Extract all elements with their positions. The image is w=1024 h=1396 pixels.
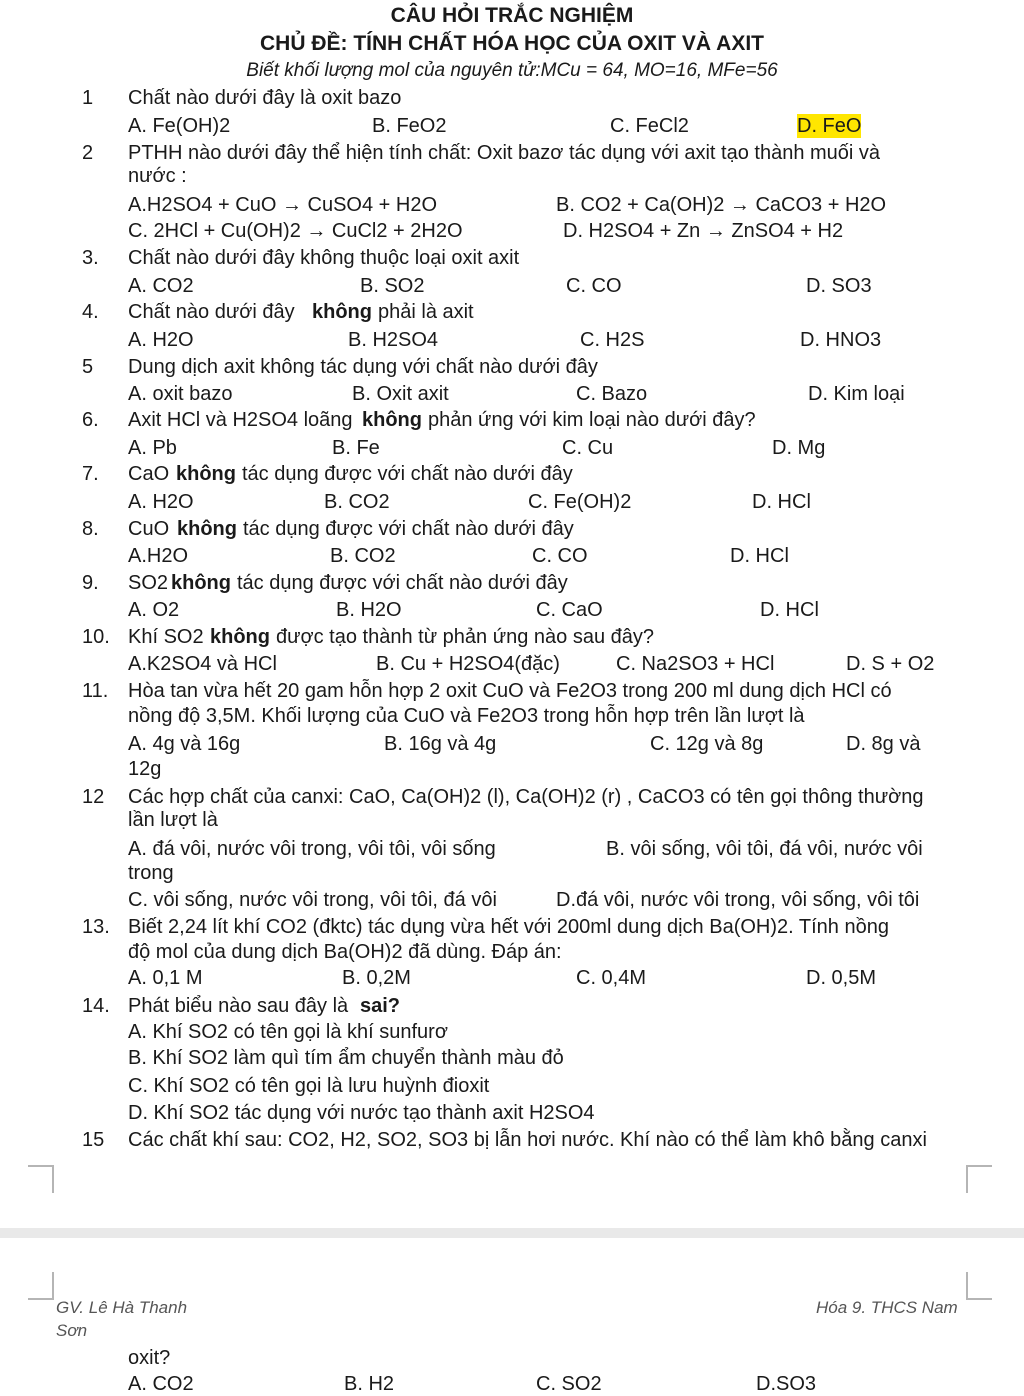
question-text: oxit?: [128, 1347, 171, 1369]
question-text: D. Khí SO2 tác dụng với nước tạo thành axit H2SO4: [128, 1102, 595, 1124]
question-text: CuO: [128, 518, 170, 540]
question-text: Các hợp chất của canxi: CaO, Ca(OH)2 (l), Ca(OH)2 (r) , CaCO3 có tên gọi thông thường: [128, 786, 924, 808]
question-text: A. Khí SO2 có tên gọi là khí sunfurơ: [128, 1021, 448, 1043]
question-number: 15: [82, 1129, 105, 1151]
question-text: B. H2O: [336, 599, 402, 621]
question-text: D. Kim loại: [808, 383, 905, 405]
question-text: B. 16g và 4g: [384, 733, 497, 755]
question-text: không: [312, 301, 372, 323]
question-text: Phát biểu nào sau đây là: [128, 995, 349, 1017]
question-text: Biết 2,24 lít khí CO2 (đktc) tác dụng vừa hết với 200ml dung dịch Ba(OH)2. Tính nồng: [128, 916, 889, 938]
molar-mass-note: Biết khối lượng mol của nguyên tử:MCu = 64, MO=16, MFe=56: [246, 60, 778, 81]
question-text: nước :: [128, 165, 187, 187]
question-text: SO2: [128, 572, 169, 594]
question-number: 8.: [82, 518, 99, 540]
question-text: lần lượt là: [128, 809, 218, 831]
question-text: A. 4g và 16g: [128, 733, 241, 755]
question-text: A. H2O: [128, 329, 194, 351]
question-text: B. H2SO4: [348, 329, 439, 351]
question-text: Hòa tan vừa hết 20 gam hỗn hợp 2 oxit CuO và Fe2O3 trong 200 ml dung dịch HCl có: [128, 680, 892, 702]
question-text: A.H2SO4 + CuO → CuSO4 + H2O: [128, 194, 438, 216]
question-text: D. Mg: [772, 437, 826, 459]
question-text: B. Oxit axit: [352, 383, 449, 405]
question-text: A. CO2: [128, 275, 194, 297]
question-number: 12g: [128, 758, 162, 780]
question-text: B. SO2: [360, 275, 425, 297]
question-text: A. đá vôi, nước vôi trong, vôi tôi, vôi sống: [128, 838, 496, 860]
question-text: không: [362, 409, 422, 431]
question-text: B. 0,2M: [342, 967, 411, 989]
question-number: 10.: [82, 626, 110, 648]
question-text: A. 0,1 M: [128, 967, 203, 989]
question-number: 7.: [82, 463, 99, 485]
question-text: C. vôi sống, nước vôi trong, vôi tôi, đá vôi: [128, 889, 497, 911]
question-text: tác dụng được với chất nào dưới đây: [242, 463, 573, 485]
question-text: không: [210, 626, 270, 648]
page-title: CÂU HỎI TRẮC NGHIỆM: [390, 4, 634, 27]
question-text: C. 2HCl + Cu(OH)2 → CuCl2 + 2H2O: [128, 220, 463, 242]
question-text: A.H2O: [128, 545, 189, 567]
question-text: tác dụng được với chất nào dưới đây: [243, 518, 574, 540]
question-text: Khí SO2: [128, 626, 204, 648]
footer-author: GV. Lê Hà Thanh: [56, 1298, 188, 1317]
question-number: 1: [82, 87, 94, 109]
footer-author-cont: Sơn: [56, 1321, 88, 1340]
question-text: A. oxit bazo: [128, 383, 233, 405]
question-text: được tạo thành từ phản ứng nào sau đây?: [276, 626, 654, 648]
question-text: D. HCl: [752, 491, 811, 513]
question-text: B. vôi sống, vôi tôi, đá vôi, nước vôi: [606, 838, 923, 860]
question-text: C. 0,4M: [576, 967, 647, 989]
question-number: 4.: [82, 301, 99, 323]
question-text: A. Fe(OH)2: [128, 115, 231, 137]
question-text: C. FeCl2: [610, 115, 689, 137]
question-text: D. HCl: [760, 599, 819, 621]
question-text: trong: [128, 862, 174, 884]
question-text: D. HCl: [730, 545, 789, 567]
question-text: tác dụng được với chất nào dưới đây: [237, 572, 568, 594]
question-text: B. Cu + H2SO4(đặc): [376, 653, 560, 675]
question-text: C. Khí SO2 có tên gọi là lưu huỳnh đioxit: [128, 1075, 490, 1097]
page-separator: [0, 1228, 1024, 1238]
question-text: không: [177, 518, 237, 540]
question-text: Các chất khí sau: CO2, H2, SO2, SO3 bị lẫn hơi nước. Khí nào có thể làm khô bằng canxi: [128, 1129, 927, 1151]
question-text: sai?: [360, 995, 401, 1017]
page-corner-mark: [966, 1165, 992, 1193]
question-text: C. Bazo: [576, 383, 648, 405]
question-text: B. CO2 + Ca(OH)2 → CaCO3 + H2O: [556, 194, 887, 216]
question-text: CaO: [128, 463, 170, 485]
question-text: B. CO2: [330, 545, 396, 567]
question-text: A. O2: [128, 599, 180, 621]
question-text: A. H2O: [128, 491, 194, 513]
question-number: 11.: [82, 680, 109, 702]
question-text: B. H2: [344, 1373, 395, 1395]
question-text: không: [171, 572, 231, 594]
question-text: A. Pb: [128, 437, 177, 459]
question-text: C. CaO: [536, 599, 603, 621]
question-number: 12: [82, 786, 105, 808]
question-text: C. Cu: [562, 437, 614, 459]
question-text: D. SO3: [806, 275, 872, 297]
question-number: 13.: [82, 916, 110, 938]
question-text: độ mol của dung dịch Ba(OH)2 đã dùng. Đáp án:: [128, 941, 562, 963]
page-corner-mark: [966, 1272, 992, 1300]
question-text: C. CO: [566, 275, 622, 297]
question-text: Chất nào dưới đây là oxit bazo: [128, 87, 402, 109]
question-number: 6.: [82, 409, 99, 431]
question-text: phải là axit: [378, 301, 474, 323]
question-text: A.K2SO4 và HCl: [128, 653, 277, 675]
question-number: 3.: [82, 247, 99, 269]
question-text: A. CO2: [128, 1373, 194, 1395]
question-text: D. FeO: [797, 115, 862, 137]
question-number: 9.: [82, 572, 99, 594]
question-text: D.đá vôi, nước vôi trong, vôi sống, vôi tôi: [556, 889, 920, 911]
question-text: Chất nào dưới đây: [128, 301, 295, 323]
page-corner-mark: [28, 1165, 54, 1193]
question-text: D. HNO3: [800, 329, 882, 351]
question-text: D.SO3: [756, 1373, 817, 1395]
question-text: C. CO: [532, 545, 588, 567]
question-text: C. 12g và 8g: [650, 733, 764, 755]
page-corner-mark: [28, 1272, 54, 1300]
question-text: nồng độ 3,5M. Khối lượng của CuO và Fe2O3 trong hỗn hợp trên lần lượt là: [128, 705, 805, 727]
question-number: 5: [82, 356, 94, 378]
question-text: B. Khí SO2 làm quì tím ẩm chuyển thành màu đỏ: [128, 1047, 564, 1069]
question-text: C. H2S: [580, 329, 645, 351]
question-text: Chất nào dưới đây không thuộc loại oxit axit: [128, 247, 520, 269]
question-text: D. H2SO4 + Zn → ZnSO4 + H2: [563, 220, 844, 242]
question-text: không: [176, 463, 236, 485]
question-text: C. SO2: [536, 1373, 602, 1395]
question-text: C. Na2SO3 + HCl: [616, 653, 775, 675]
question-text: D. 0,5M: [806, 967, 877, 989]
question-text: B. Fe: [332, 437, 380, 459]
question-number: 14.: [82, 995, 110, 1017]
question-text: C. Fe(OH)2: [528, 491, 632, 513]
question-text: D. S + O2: [846, 653, 935, 675]
question-text: Dung dịch axit không tác dụng với chất nào dưới đây: [128, 356, 598, 378]
question-text: B. CO2: [324, 491, 390, 513]
topic-title: CHỦ ĐỀ: TÍNH CHẤT HÓA HỌC CỦA OXIT VÀ AXIT: [260, 32, 764, 55]
question-text: B. FeO2: [372, 115, 447, 137]
question-text: phản ứng với kim loại nào dưới đây?: [428, 409, 756, 431]
question-text: PTHH nào dưới đây thể hiện tính chất: Oxit bazơ tác dụng với axit tạo thành muối và: [128, 142, 881, 164]
question-number: 2: [82, 142, 94, 164]
question-text: D. 8g và: [846, 733, 921, 755]
question-text: Axit HCl và H2SO4 loãng: [128, 409, 353, 431]
footer-course: Hóa 9. THCS Nam: [816, 1298, 958, 1317]
